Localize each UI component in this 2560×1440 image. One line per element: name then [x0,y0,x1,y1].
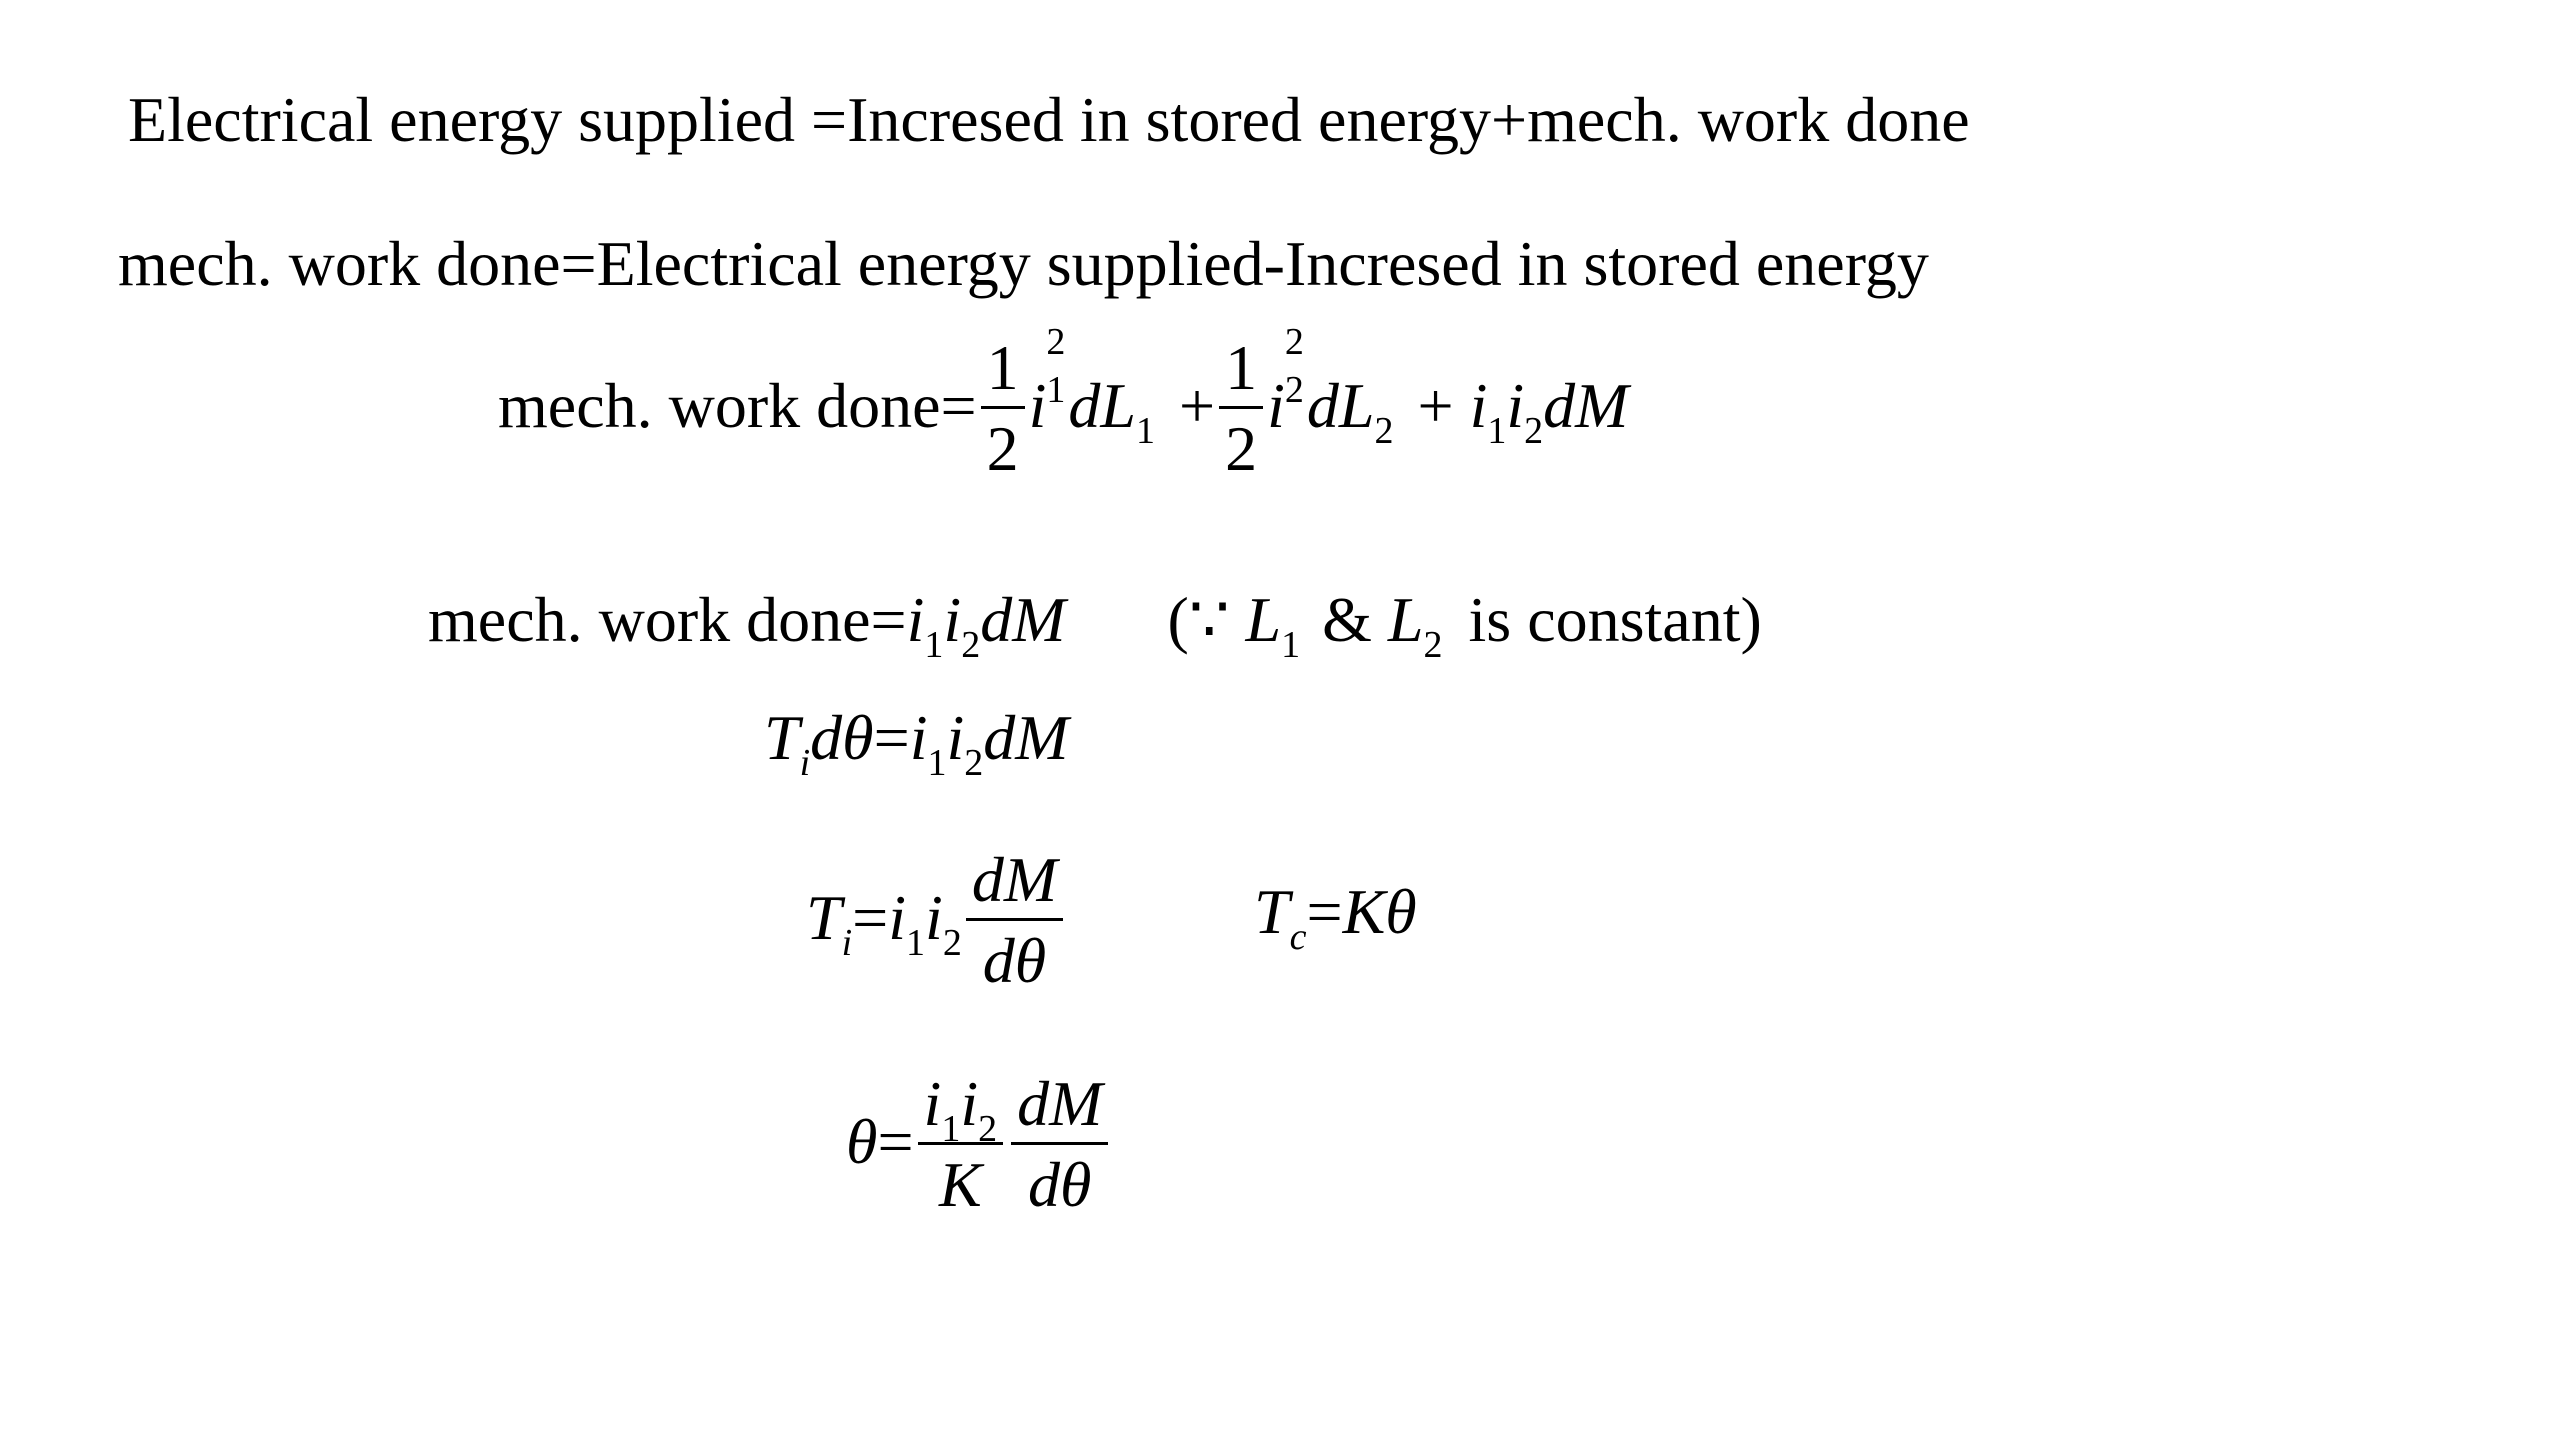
fraction-numerator: 1 [986,332,1019,403]
fraction-half-2 [1219,332,1263,484]
equals-sign: = [877,1106,914,1178]
statement-energy-balance-text: Electrical energy supplied =Incresed in stored energy+mech. work done [128,84,1970,155]
var-dM: dM [1543,370,1629,442]
subscript-2: 2 [1284,369,1304,412]
fraction-denominator: 2 [1225,413,1258,484]
subscript-2: 2 [1423,624,1443,666]
var-i: i [923,1068,942,1139]
note-open: (∵ [1167,584,1246,655]
equals-sign: = [1306,876,1343,947]
fraction-denominator: dθ [982,925,1047,996]
subscript-1: 1 [941,1108,961,1150]
subscript-1: 1 [927,742,947,784]
var-T: T [1254,876,1290,947]
subscript-2: 2 [942,922,962,965]
statement-mech-work-text: mech. work done=Electrical energy supplied-Incresed in stored energy [118,228,1929,299]
fraction-numerator: dM [971,844,1058,915]
subscript-1: 1 [906,922,926,965]
eq3-lhs: mech. work done= [498,370,977,442]
subscript-2: 2 [961,624,981,666]
fraction-dM-dtheta [966,844,1063,996]
subscript-1: 1 [1046,369,1066,412]
subscript-2: 2 [964,742,984,784]
fraction-denominator: dθ [1028,1149,1092,1220]
var-T: T [764,702,800,773]
equation-mech-work-simplified [428,584,1762,666]
superscript-2: 2 [1046,321,1066,364]
subscript-1: 1 [924,624,944,666]
var-i: i [888,882,907,954]
fraction-numerator [918,1068,1004,1150]
eq4-lhs: mech. work done= [428,584,907,655]
subscript-1: 1 [1136,410,1155,453]
plus-sign: + [1417,370,1454,442]
note-close: is constant) [1468,584,1762,655]
var-L2: L [1387,584,1424,655]
superscript-2: 2 [1284,321,1304,364]
var-dtheta: dθ [810,702,874,773]
fraction-numerator: 1 [1225,332,1258,403]
var-theta: θ [846,1106,878,1178]
subscript-i: i [841,922,853,965]
equation-deflecting-torque [806,844,1067,997]
statement-energy-balance [128,84,1970,155]
var-dL2: dL [1306,370,1375,442]
var-i: i [960,1068,979,1139]
var-L1: L [1245,584,1282,655]
fraction-denominator: K [938,1149,982,1220]
ampersand: & [1322,584,1372,655]
equation-mech-work-expanded [498,321,1629,485]
var-i: i [906,584,925,655]
equals-sign: = [852,882,889,954]
fraction-numerator: dM [1017,1068,1103,1139]
var-i: i [1506,370,1525,442]
subscript-c: c [1289,916,1307,958]
equals-sign: = [873,702,910,773]
var-i: i [925,882,943,954]
equation-torque-work [764,702,1069,784]
equation-controlling-torque [1254,876,1417,958]
statement-mech-work [118,228,1929,299]
var-i: i [909,702,928,773]
var-i: i [1028,370,1047,442]
subscript-2: 2 [978,1108,998,1150]
var-dL1: dL [1068,370,1136,442]
fraction-dM-dtheta [1011,1068,1108,1220]
fraction-i1i2-K [918,1068,1004,1220]
subscript-i: i [799,742,811,784]
sup-sub-i1 [1046,321,1068,427]
var-T: T [806,882,842,954]
var-i: i [946,702,965,773]
subscript-1: 1 [1281,624,1301,666]
var-dM: dM [980,584,1066,655]
subscript-2: 2 [1524,410,1544,453]
var-i: i [943,584,962,655]
var-i: i [1469,370,1488,442]
subscript-2: 2 [1374,410,1394,453]
equation-deflection [846,1068,1112,1221]
subscript-1: 1 [1487,410,1507,453]
var-dM: dM [983,702,1069,773]
fraction-half-1 [981,332,1025,484]
var-i: i [1267,370,1285,442]
plus-sign: + [1179,370,1216,442]
fraction-denominator: 2 [986,413,1019,484]
var-K-theta: Kθ [1342,876,1417,947]
sup-sub-i2 [1284,321,1307,427]
